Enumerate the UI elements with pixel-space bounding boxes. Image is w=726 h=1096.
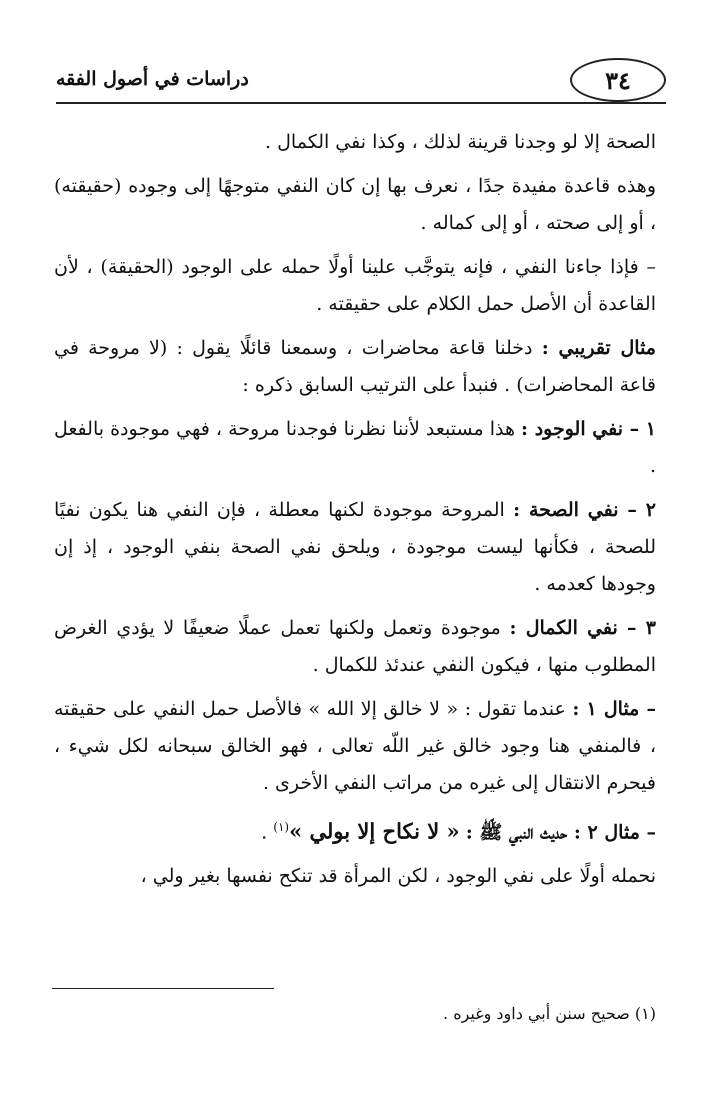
paragraph-heading: – مثال ٢ : حديث النبي ﷺ :	[465, 821, 656, 844]
footnote-marker: (١)	[273, 820, 290, 834]
paragraph-3	[54, 249, 656, 323]
paragraph-example-1	[54, 691, 656, 802]
paragraph-heading: – مثال ١ :	[572, 698, 656, 720]
paragraph-negation-existence	[54, 411, 656, 485]
paragraph-example-2	[54, 809, 656, 851]
footnote-divider	[52, 988, 274, 989]
paragraph-text: المروحة موجودة لكنها معطلة ، فإن النفي هنا يكون نفيًا للصحة ، فكأنها ليست موجودة ، ويلحق نفي الصحة بنفي الوجود ، إذ إن وجودها كعدمه .	[54, 499, 656, 595]
paragraph-text: وهذه قاعدة مفيدة جدًا ، نعرف بها إن كان النفي متوجهًا إلى وجوده (حقيقته) ، أو إلى صحته ، أو إلى كماله .	[54, 175, 656, 234]
paragraph-text: الصحة إلا لو وجدنا قرينة لذلك ، وكذا نفي الكمال .	[265, 131, 656, 153]
paragraph-text: – فإذا جاءنا النفي ، فإنه يتوجَّب علينا أولًا حمله على الوجود (الحقيقة) ، لأن القاعدة أن الأصل حمل الكلام على حقيقته .	[54, 256, 656, 315]
footnote: (١) صحيح سنن أبي داود وغيره .	[443, 1004, 656, 1023]
paragraph-text: نحمله أولًا على نفي الوجود ، لكن المرأة قد تنكح نفسها بغير ولي ،	[140, 865, 656, 888]
book-title: دراسات في أصول الفقه	[56, 68, 249, 90]
hadith-quote: « لا نكاح إلا بولي »	[289, 818, 460, 844]
paragraph-text: عندما تقول : « لا خالق إلا الله » فالأصل حمل النفي على حقيقته ، فالمنفي هنا وجود خالق غير اللّه تعالى ، فهو الخالق سبحانه لكل شيء ، فيحرم الانتقال إلى غيره من مراتب النفي الأخرى .	[54, 698, 656, 794]
paragraph-heading: ٢ – نفي الصحة :	[513, 499, 656, 521]
paragraph-negation-validity	[54, 492, 656, 603]
paragraph-text: هذا مستبعد لأننا نظرنا فوجدنا مروحة ، فهي موجودة بالفعل .	[54, 418, 656, 477]
paragraph-example	[54, 330, 656, 404]
paragraph-heading: ٣ – نفي الكمال :	[509, 617, 656, 639]
page-header	[56, 58, 666, 104]
paragraph-heading: ١ – نفي الوجود :	[521, 418, 656, 440]
page-number: ٣٤	[570, 58, 666, 102]
paragraph-1	[54, 124, 656, 161]
paragraph-negation-perfection	[54, 610, 656, 684]
paragraph-text: موجودة وتعمل ولكنها تعمل عملًا ضعيفًا لا يؤدي الغرض المطلوب منها ، فيكون النفي عندئذ للكمال .	[54, 617, 656, 676]
paragraph-text: دخلنا قاعة محاضرات ، وسمعنا قائلًا يقول : (لا مروحة في قاعة المحاضرات) . فنبدأ على الترتيب السابق ذكره :	[54, 337, 656, 396]
paragraph-2	[54, 168, 656, 242]
paragraph-last	[54, 858, 656, 895]
header-rule	[56, 102, 666, 104]
paragraph-heading: مثال تقريبي :	[541, 337, 656, 359]
page-body	[54, 124, 656, 902]
paragraph-text: .	[261, 821, 274, 844]
